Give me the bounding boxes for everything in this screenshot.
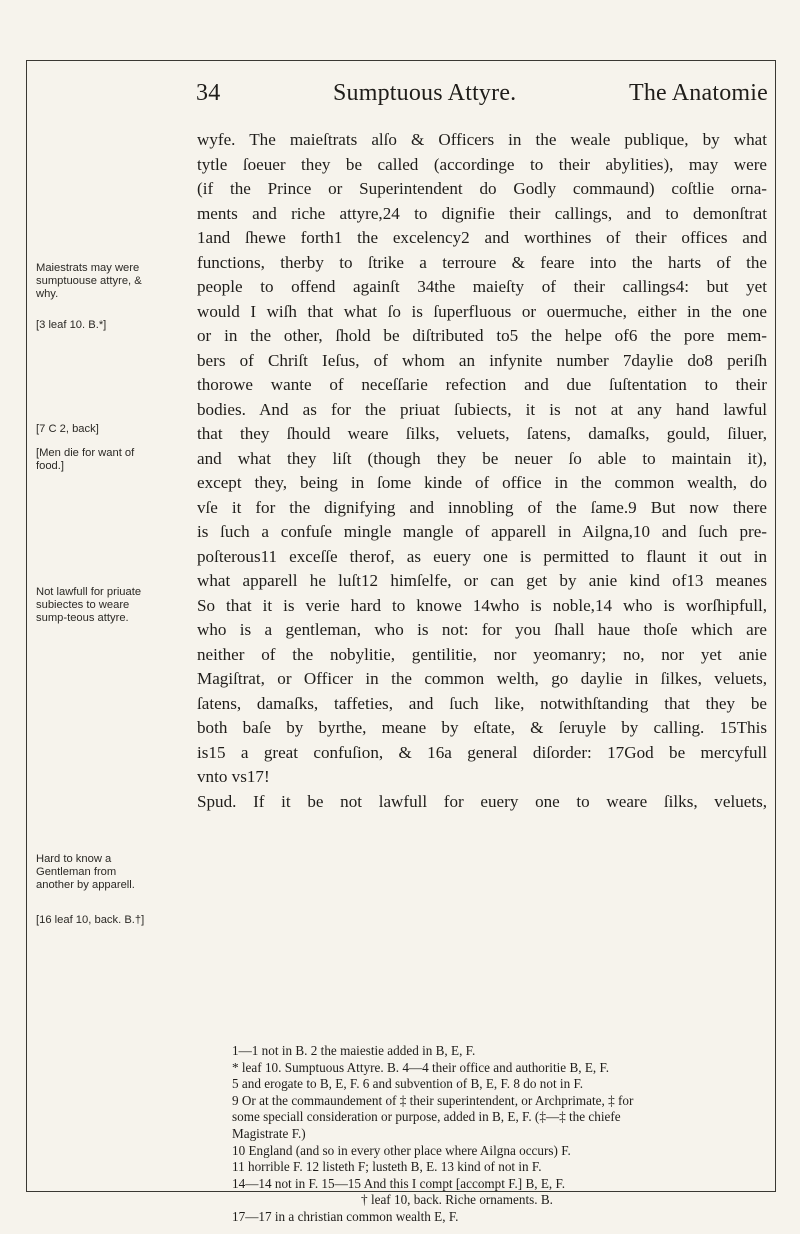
margin-note: [3 leaf 10. B.*]: [36, 319, 107, 331]
text-line: 1and ſhewe forth1 the excelency2 and worthines of their offices and: [197, 228, 767, 247]
text-line: people to offend againſt 34the maieſty of their callings4: but yet: [197, 277, 767, 296]
text-line: or in the other, ſhold be diſtributed to5 the helpe of6 the pore mem-: [197, 326, 767, 345]
page-number: 34: [196, 80, 221, 106]
footnote-line: some speciall consideration or purpose, added in B, E, F. (‡—‡ the chiefe: [232, 1109, 621, 1125]
footnotes: [232, 1043, 772, 1226]
text-line: neither of the nobylitie, gentilitie, nor yeomanry; no, nor yet anie: [197, 644, 767, 664]
text-line: Magiſtrat, or Officer in the common welth, go daylie in ſilkes, veluets,: [197, 669, 767, 688]
footnote-line: * leaf 10. Sumptuous Attyre. B. 4—4 their office and authoritie B, E, F.: [232, 1059, 610, 1075]
footnote-line: 11 horrible F. 12 listeth F; lusteth B, E. 13 kind of not in F.: [232, 1159, 542, 1175]
margin-note: Not lawfull for priuate subiectes to weare sump-teous attyre.: [36, 586, 142, 624]
running-title: Sumptuous Attyre.: [332, 80, 517, 106]
margin-note: Hard to know a Gentleman from another by apparell.: [36, 853, 135, 891]
text-line: who is a gentleman, who is not: for you ſhall haue thoſe which are: [197, 620, 767, 639]
running-header: [196, 80, 768, 110]
text-line: Spud. If it be not lawfull for euery one to weare ſilks, veluets,: [197, 791, 767, 811]
text-line: wyfe. The maieſtrats alſo & Officers in the weale publique, by what: [197, 130, 767, 149]
text-line: functions, therby to ſtrike a terroure & feare into the harts of the: [197, 252, 767, 272]
footnote-line: Magistrate F.): [232, 1125, 306, 1141]
text-line: vſe it for the dignifying and innobling of the ſame.9 But now there: [197, 497, 767, 517]
text-line: bers of Chriſt Ieſus, of whom an infynite number 7daylie do8 periſh: [197, 350, 767, 370]
text-line: tytle ſoeuer they be called (accordinge to their abylities), may were: [197, 154, 767, 174]
margin-note: Maiestrats may were sumptuouse attyre, & why.: [36, 262, 142, 300]
margin-note: [7 C 2, back]: [36, 423, 99, 435]
text-line: thorowe wante of neceſſarie refection and due ſuſtentation to their: [197, 375, 767, 394]
text-line: is ſuch a confuſe mingle mangle of apparell in Ailgna,10 and ſuch pre-: [197, 522, 767, 541]
text-line: would I wiſh that what ſo is ſuperfluous or ouermuche, either in the one: [197, 301, 767, 321]
footnote-line: 9 Or at the commaundement of ‡ their superintendent, or Archprimate, ‡ for: [232, 1092, 634, 1108]
footnote-line: † leaf 10, back. Riche ornaments. B.: [361, 1192, 553, 1208]
text-line: ments and riche attyre,24 to dignifie their callings, and to demonſtrat: [197, 203, 767, 223]
text-line: what apparell he luſt12 himſelfe, or can get by anie kind of13 meanes: [197, 571, 767, 590]
footnote-line: 5 and erogate to B, E, F. 6 and subvention of B, E, F. 8 do not in F.: [232, 1076, 584, 1092]
text-line: ſatens, damaſks, taffeties, and ſuch like, notwithſtanding that they be: [197, 693, 767, 713]
section-title: The Anatomie: [628, 80, 768, 106]
text-line: vnto vs17!: [197, 767, 270, 786]
footnote-line: 10 England (and so in every other place where Ailgna occurs) F.: [232, 1142, 571, 1158]
footnote-line: 17—17 in a christian common wealth E, F.: [232, 1208, 459, 1224]
text-line: bodies. And as for the priuat ſubiects, it is not at any hand lawful: [197, 399, 767, 419]
text-line: poſterous11 exceſſe therof, as euery one is permitted to flaunt it out in: [197, 546, 767, 566]
margin-note: [Men die for want of food.]: [36, 447, 135, 472]
footnote-line: 1—1 not in B. 2 the maiestie added in B, E, F.: [232, 1043, 476, 1058]
margin-note: [16 leaf 10, back. B.†]: [36, 914, 145, 926]
main-text: [197, 128, 767, 814]
text-line: (if the Prince or Superintendent do Godly commaund) coſtlie orna-: [197, 179, 767, 198]
text-line: is15 a great confuſion, & 16a general diſorder: 17God be mercyfull: [197, 742, 767, 762]
text-line: both baſe by byrthe, meane by eſtate, & ſeruyle by calling. 15This: [197, 718, 767, 737]
footnote-line: 14—14 not in F. 15—15 And this I compt [accompt F.] B, E, F.: [232, 1175, 566, 1191]
text-line: that they ſhould weare ſilks, veluets, ſatens, damaſks, gould, ſiluer,: [197, 424, 767, 443]
text-line: So that it is verie hard to knowe 14who is noble,14 who is worſhipfull,: [197, 595, 767, 615]
text-line: except they, being in ſome kinde of office in the common wealth, do: [197, 473, 767, 492]
text-line: and what they liſt (though they be neuer ſo able to maintain it),: [197, 448, 767, 468]
